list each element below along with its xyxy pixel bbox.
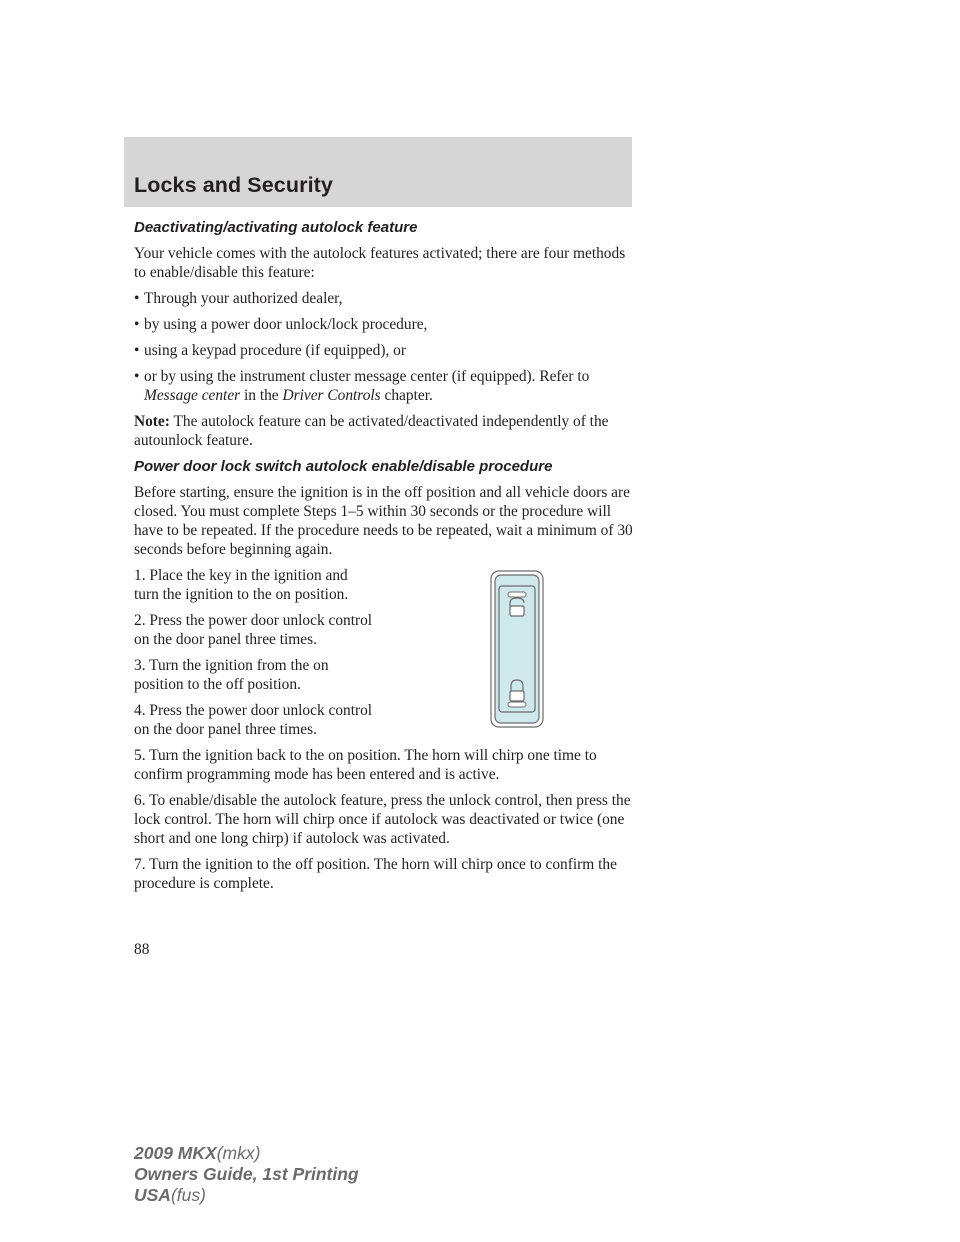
- bullet-icon: •: [134, 342, 140, 359]
- model-year: 2009 MKX: [134, 1143, 217, 1163]
- market-code: (fus): [170, 1185, 206, 1205]
- cross-reference-topic: Message center: [144, 387, 241, 404]
- market: USA: [134, 1185, 171, 1205]
- list-item-text: or by using the instrument cluster message center (if equipped). Refer to: [144, 368, 590, 385]
- bullet-icon: •: [134, 290, 140, 307]
- step-item: 5. Turn the ignition back to the on position. The horn will chirp one time to confirm programming mode has been entered and is active.: [134, 747, 597, 783]
- bullet-icon: •: [134, 316, 140, 333]
- section1-intro: Your vehicle comes with the autolock features activated; there are four methods to enable/disable this feature:: [134, 245, 626, 281]
- step-item: 1. Place the key in the ignition and turn the ignition to the on position.: [134, 567, 349, 603]
- page-content: [134, 218, 634, 900]
- step-item: 2. Press the power door unlock control on the door panel three times.: [134, 612, 373, 648]
- section-header-band: [124, 137, 632, 207]
- list-item: [134, 341, 634, 360]
- bullet-icon: •: [134, 368, 140, 385]
- step-item: 6. To enable/disable the autolock feature, press the unlock control, then press the lock control. The horn will chirp once if autolock was deactivated or twice (one short and one long chirp) if autolock was activated.: [134, 792, 631, 847]
- step-item: 4. Press the power door unlock control on the door panel three times.: [134, 702, 373, 738]
- footer-line: Owners Guide, 1st Printing: [134, 1164, 359, 1184]
- list-item-text: in the: [240, 387, 283, 404]
- guide-edition-footer: [134, 1143, 359, 1206]
- list-item-text: chapter.: [380, 387, 433, 404]
- section1-heading: Deactivating/activating autolock feature: [134, 219, 418, 236]
- section2-heading: Power door lock switch autolock enable/disable procedure: [134, 458, 553, 475]
- section2-intro: Before starting, ensure the ignition is in the off position and all vehicle doors are closed. You must complete Steps 1–5 within 30 seconds or the procedure will have to be repeated. If the procedure needs to be repeated, wait a minimum of 30 seconds before beginning again.: [134, 484, 633, 558]
- cross-reference-chapter: Driver Controls: [282, 387, 381, 404]
- footer-line: [134, 1143, 359, 1164]
- steps-left-column: [134, 566, 374, 739]
- page-number: 88: [134, 941, 150, 958]
- list-item: [134, 315, 634, 334]
- note-paragraph: [134, 412, 634, 450]
- list-item-text: Through your authorized dealer,: [144, 290, 343, 307]
- note-text: The autolock feature can be activated/deactivated independently of the autounlock feature.: [134, 413, 609, 449]
- list-item-text: by using a power door unlock/lock procedure,: [144, 316, 428, 333]
- footer-line: [134, 1185, 359, 1206]
- door-lock-switch-illustration: [490, 570, 544, 728]
- section-title: Locks and Security: [134, 173, 333, 197]
- model-code: (mkx): [216, 1143, 261, 1163]
- methods-list: [134, 289, 634, 405]
- step-item: 7. Turn the ignition to the off position. The horn will chirp once to confirm the procedure is complete.: [134, 856, 617, 892]
- list-item: [134, 367, 634, 405]
- steps-with-figure: [134, 566, 634, 739]
- step-item: 3. Turn the ignition from the on position to the off position.: [134, 657, 329, 693]
- note-label: Note:: [134, 413, 170, 430]
- list-item-text: using a keypad procedure (if equipped), or: [144, 342, 406, 359]
- list-item: [134, 289, 634, 308]
